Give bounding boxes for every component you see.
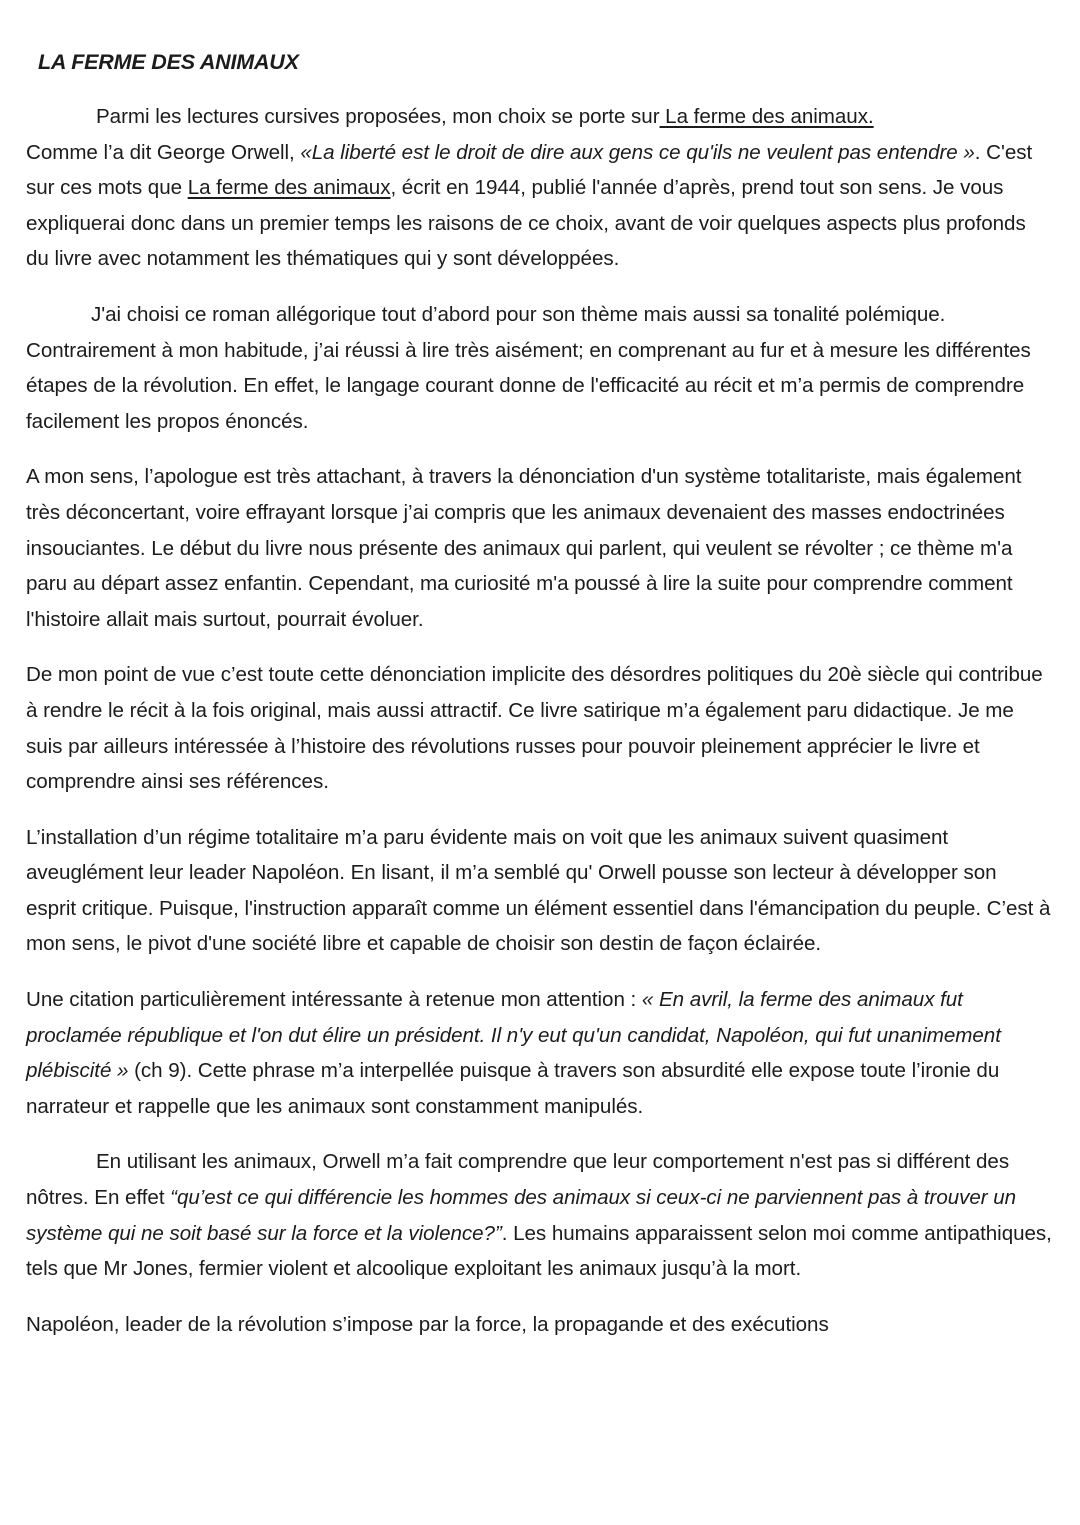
document-title: LA FERME DES ANIMAUX	[38, 50, 299, 74]
animals-text-2: . Les humains apparaissent selon moi comme antipathiques, tels que Mr Jones, fermier violent et alcoolique exploitant les animaux jusqu’à la mort.	[26, 1221, 1052, 1281]
animals-text-1: En utilisant les animaux, Orwell m’a fait comprendre que leur comportement n'est pas si différent des nôtres. En effet	[26, 1150, 1010, 1210]
paragraph-apologue: A mon sens, l’apologue est très attachant, à travers la dénonciation d'un système totalitariste, mais également très déconcertant, voire effrayant lorsque j’ai compris que les animaux devenaient des masses endoctrinées insouciantes. Le début du livre nous présente des animaux qui parlent, qui veulent se révolter ; ce thème m'a paru au départ assez enfantin. Cependant, ma curiosité m'a poussé à lire la suite pour comprendre comment l'histoire allait mais surtout, pourrait évoluer.	[26, 465, 1022, 631]
paragraph-napoleon: Napoléon, leader de la révolution s’impose par la force, la propagande et des exécutions	[26, 1312, 829, 1336]
intro-text-2: Comme l’a dit George Orwell,	[26, 140, 295, 164]
citation-comment: (ch 9). Cette phrase m’a interpellée puisque à travers son absurdité elle expose toute l’ironie du narrateur et rappelle que les animaux sont constamment manipulés.	[26, 1059, 1000, 1118]
intro-text-3: . C'est sur ces mots que	[26, 140, 1033, 200]
paragraph-citation	[26, 982, 1052, 1124]
orwell-quote: «La liberté est le droit de dire aux gens ce qu'ils ne veulent pas entendre »	[294, 140, 975, 164]
intro-text-1: Parmi les lectures cursives proposées, mon choix se porte sur	[96, 105, 660, 128]
intro-text-4: , écrit en 1944, publié l'année d’après, prend tout son sens. Je vous expliquerai donc dans un premier temps les raisons de ce choix, avant de voir quelques aspects plus profonds du livre avec notamment les thématiques qui y sont développées.	[26, 176, 1026, 271]
citation-intro: Une citation particulièrement intéressante à retenue mon attention :	[26, 988, 642, 1012]
animals-quote: “qu’est ce qui différencie les hommes des animaux si ceux-ci ne parviennent pas à trouver un système qui ne soit basé sur la force et la violence?”	[26, 1186, 1017, 1245]
paragraph-animals-humans	[26, 1144, 1052, 1286]
paragraph-choice-reasons: J'ai choisi ce roman allégorique tout d’abord pour son thème mais aussi sa tonalité polémique. Contrairement à mon habitude, j’ai réussi à lire très aisément; en comprenant au fur et à mesure les différentes étapes de la révolution. En effet, le langage courant donne de l'efficacité au récit et m’a permis de comprendre facilement les propos énoncés.	[26, 302, 1031, 433]
book-title-underlined-2: La ferme des animaux	[187, 176, 391, 200]
book-title-underlined: La ferme des animaux.	[659, 105, 874, 128]
paragraph-introduction	[26, 99, 1052, 277]
paragraph-point-of-view: De mon point de vue c’est toute cette dénonciation implicite des désordres politiques du 20è siècle qui contribue à rendre le récit à la fois original, mais aussi attractif. Ce livre satirique m’a également paru didactique. Je me suis par ailleurs intéressée à l’histoire des révolutions russes pour pouvoir pleinement apprécier le livre et comprendre ainsi ses références.	[26, 663, 1043, 794]
paragraph-totalitarian-regime: L’installation d’un régime totalitaire m’a paru évidente mais on voit que les animaux suivent quasiment aveuglément leur leader Napoléon. En lisant, il m’a semblé qu' Orwell pousse son lecteur à développer son esprit critique. Puisque, l'instruction apparaît comme un élément essentiel dans l'émancipation du peuple. C’est à mon sens, le pivot d'une société libre et capable de choisir son destin de façon éclairée.	[26, 825, 1051, 956]
citation-quote: « En avril, la ferme des animaux fut proclamée république et l'on dut élire un président. Il n'y eut qu'un candidat, Napoléon, qui fut unanimement plébiscité »	[26, 988, 1001, 1083]
